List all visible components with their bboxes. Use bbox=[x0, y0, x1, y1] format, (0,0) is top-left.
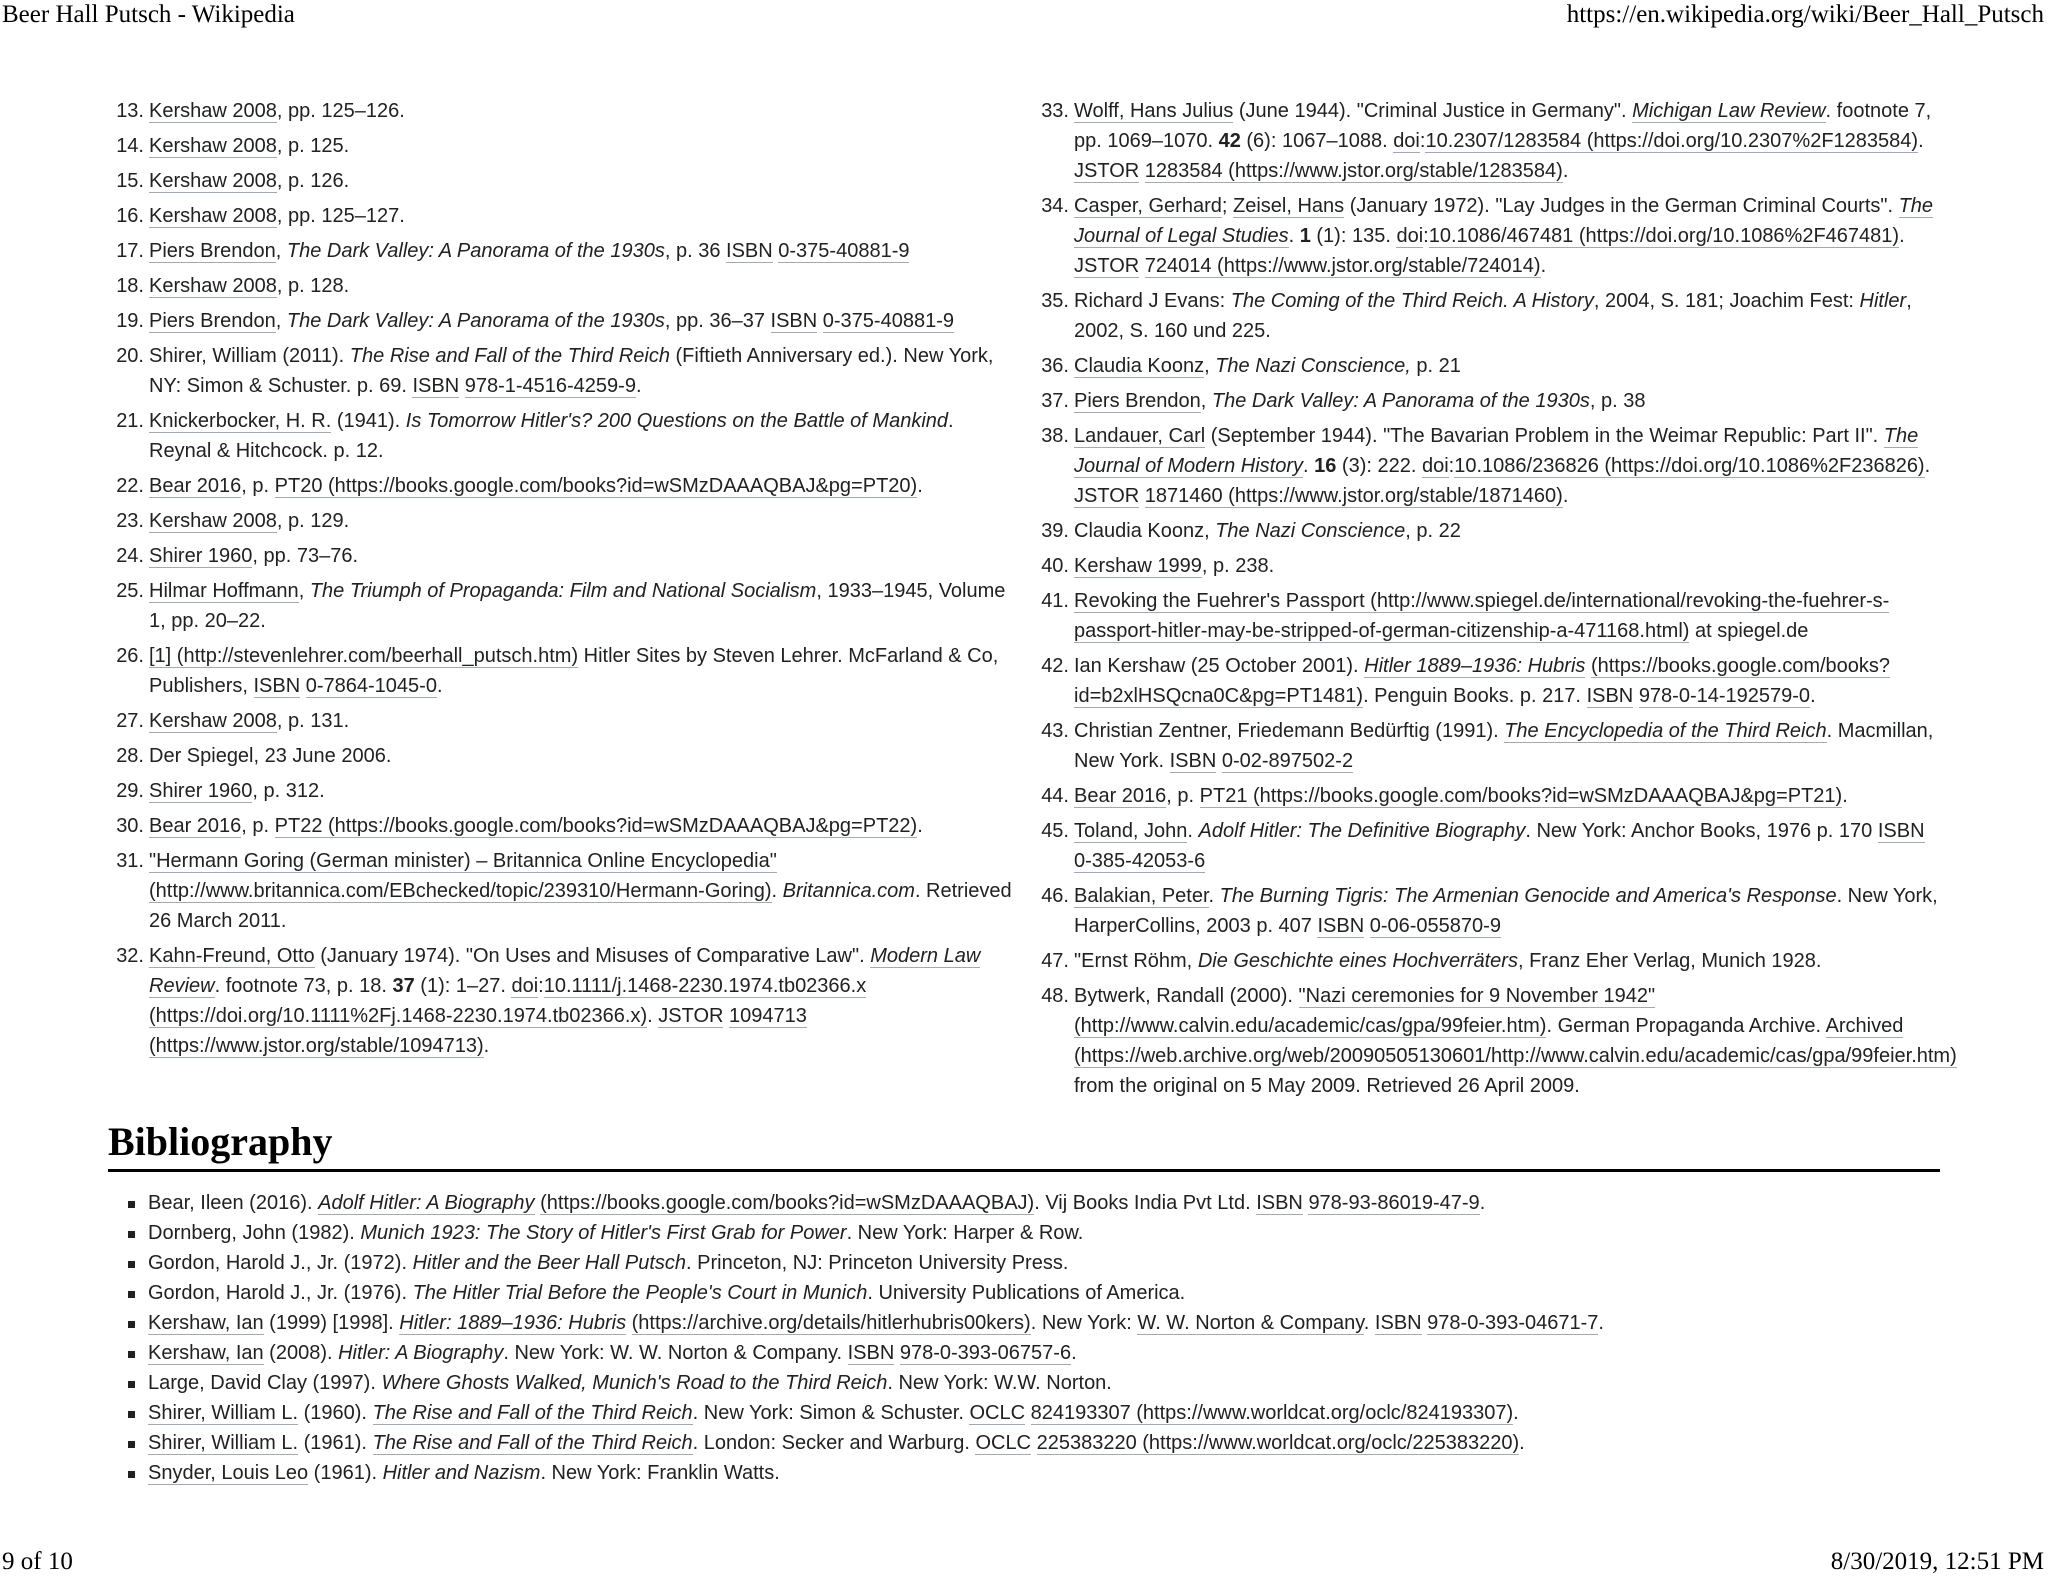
reference-text: [1] (http://stevenlehrer.com/beerhall_putsch.htm) Hitler Sites by Steven Lehrer. McFarland & Co, Publishers, ISBN 0-7864-1045-0. bbox=[149, 645, 999, 697]
reference-link[interactable]: PT21 (https://books.google.com/books?id=wSMzDAAAQBAJ&pg=PT21) bbox=[1199, 785, 1843, 807]
bibliography-item bbox=[128, 1458, 1604, 1488]
reference-link[interactable]: JSTOR bbox=[1074, 255, 1140, 277]
reference-item bbox=[1038, 551, 1938, 581]
reference-text: Der Spiegel, 23 June 2006. bbox=[149, 745, 392, 767]
reference-number: 18. bbox=[116, 275, 144, 297]
reference-text: Kershaw 2008, p. 126. bbox=[149, 170, 350, 192]
reference-link[interactable]: OCLC bbox=[975, 1432, 1032, 1454]
reference-link[interactable]: 10.1111/j.1468-2230.1974.tb02366.x (https://doi.org/10.1111%2Fj.1468-2230.1974.tb02366.x) bbox=[149, 975, 867, 1027]
bibliography-text: Dornberg, John (1982). Munich 1923: The Story of Hitler's First Grab for Power. New York: Harper & Row. bbox=[148, 1222, 1084, 1244]
reference-link[interactable]: ISBN bbox=[253, 675, 301, 697]
reference-number: 27. bbox=[116, 710, 144, 732]
reference-number: 20. bbox=[116, 345, 144, 367]
references-list-left bbox=[113, 96, 1013, 1066]
reference-link[interactable]: 824193307 (https://www.worldcat.org/oclc/824193307) bbox=[1030, 1402, 1514, 1424]
reference-item bbox=[1038, 586, 1938, 646]
reference-link[interactable]: 0-375-40881-9 bbox=[778, 240, 910, 262]
bullet-icon bbox=[128, 1441, 135, 1448]
reference-item bbox=[1038, 881, 1938, 941]
bibliography-text: Gordon, Harold J., Jr. (1972). Hitler and the Beer Hall Putsch. Princeton, NJ: Princeton University Press. bbox=[148, 1252, 1069, 1274]
reference-item bbox=[1038, 716, 1938, 776]
reference-number: 47. bbox=[1041, 950, 1069, 972]
reference-link[interactable]: doi bbox=[1421, 455, 1449, 477]
reference-link[interactable]: Kershaw 1999 bbox=[1074, 555, 1202, 577]
reference-number: 14. bbox=[116, 135, 144, 157]
reference-link[interactable]: 978-0-393-06757-6 bbox=[899, 1342, 1072, 1364]
reference-link[interactable]: Michigan Law Review bbox=[1632, 100, 1826, 122]
reference-link[interactable]: (https://books.google.com/books?id=b2xlHSQcna0C&pg=PT1481) bbox=[1074, 655, 1891, 707]
reference-link[interactable]: 0-385-42053-6 bbox=[1074, 850, 1206, 872]
reference-link[interactable]: 0-02-897502-2 bbox=[1221, 750, 1354, 772]
bibliography-item bbox=[128, 1338, 1604, 1368]
page-title: Beer Hall Putsch - Wikipedia bbox=[2, 1, 295, 28]
reference-link[interactable]: Shirer, William L. bbox=[148, 1402, 299, 1424]
reference-text: "Ernst Röhm, Die Geschichte eines Hochverräters, Franz Eher Verlag, Munich 1928. bbox=[1074, 950, 1822, 972]
bibliography-item bbox=[128, 1308, 1604, 1338]
reference-text: Kahn-Freund, Otto (January 1974). "On Uses and Misuses of Comparative Law". Modern Law Review. footnote 73, p. 18. 37 (1): 1–27. doi:10.1111/j.1468-2230.1974.tb02366.x (https://doi.org/10.1111%2Fj.1468-2230.1974.tb02366.x). JSTOR 1094713 (https://www.jstor.org/stable/1094713). bbox=[149, 945, 981, 1057]
bullet-icon bbox=[128, 1471, 135, 1478]
reference-item bbox=[113, 306, 1013, 336]
reference-link[interactable]: ISBN bbox=[1877, 820, 1925, 842]
reference-number: 28. bbox=[116, 745, 144, 767]
reference-item bbox=[113, 96, 1013, 126]
reference-item bbox=[113, 406, 1013, 466]
reference-number: 42. bbox=[1041, 655, 1069, 677]
bibliography-text: Shirer, William L. (1961). The Rise and Fall of the Third Reich. London: Secker and Warburg. OCLC 225383220 (https://www.worldcat.org/oclc/225383220). bbox=[148, 1432, 1525, 1454]
reference-link[interactable]: doi bbox=[1393, 130, 1420, 152]
reference-item bbox=[1038, 421, 1938, 511]
reference-item bbox=[1038, 781, 1938, 811]
reference-link[interactable]: ISBN bbox=[770, 310, 818, 332]
reference-link[interactable]: Kahn-Freund, Otto bbox=[149, 945, 315, 967]
reference-link[interactable]: Archived (https://web.archive.org/web/20090505130601/http://www.calvin.edu/academic/cas/gpa/99feier.htm) bbox=[1074, 1015, 1957, 1067]
reference-link[interactable]: Snyder, Louis Leo bbox=[148, 1462, 309, 1484]
reference-item bbox=[113, 201, 1013, 231]
reference-text: Claudia Koonz, The Nazi Conscience, p. 22 bbox=[1074, 520, 1461, 542]
reference-text: Bear 2016, p. PT22 (https://books.google.com/books?id=wSMzDAAAQBAJ&pg=PT22). bbox=[149, 815, 923, 837]
reference-item bbox=[113, 576, 1013, 636]
bullet-icon bbox=[128, 1351, 135, 1358]
reference-link[interactable]: Hilmar Hoffmann bbox=[149, 580, 299, 602]
reference-text: Casper, Gerhard; Zeisel, Hans (January 1972). "Lay Judges in the German Criminal Courts". The Journal of Legal Studies. 1 (1): 135. doi:10.1086/467481 (https://doi.org/10.1086%2F467481). JSTOR 724014 (https://www.jstor.org/stable/724014). bbox=[1074, 195, 1934, 277]
reference-text: Wolff, Hans Julius (June 1944). "Criminal Justice in Germany". Michigan Law Review. footnote 7, pp. 1069–1070. 42 (6): 1067–1088. doi:10.2307/1283584 (https://doi.org/10.2307%2F1283584). JSTOR 1283584 (https://www.jstor.org/stable/1283584). bbox=[1074, 100, 1932, 182]
reference-link[interactable]: The Encyclopedia of the Third Reich bbox=[1504, 720, 1827, 742]
reference-text: Kershaw 2008, p. 125. bbox=[149, 135, 350, 157]
reference-link[interactable]: Shirer 1960 bbox=[149, 545, 253, 567]
page-url: https://en.wikipedia.org/wiki/Beer_Hall_Putsch bbox=[1566, 1, 2044, 28]
reference-link[interactable]: [1] (http://stevenlehrer.com/beerhall_putsch.htm) bbox=[149, 645, 579, 667]
reference-item bbox=[113, 741, 1013, 771]
reference-number: 48. bbox=[1041, 985, 1069, 1007]
reference-link[interactable]: Hitler 1889–1936: Hubris bbox=[1364, 655, 1586, 677]
bibliography-heading: Bibliography bbox=[108, 1118, 1940, 1172]
reference-text: Hilmar Hoffmann, The Triumph of Propaganda: Film and National Socialism, 1933–1945, Volume 1, pp. 20–22. bbox=[149, 580, 1006, 632]
reference-text: Richard J Evans: The Coming of the Third Reich. A History, 2004, S. 181; Joachim Fest: Hitler, 2002, S. 160 und 225. bbox=[1074, 290, 1912, 342]
reference-item bbox=[113, 341, 1013, 401]
reference-number: 31. bbox=[116, 850, 144, 872]
reference-number: 21. bbox=[116, 410, 144, 432]
bullet-icon bbox=[128, 1231, 135, 1238]
bullet-icon bbox=[128, 1411, 135, 1418]
reference-link[interactable]: Kershaw, Ian bbox=[148, 1342, 264, 1364]
reference-number: 37. bbox=[1041, 390, 1069, 412]
reference-link[interactable]: (https://archive.org/details/hitlerhubris00kers) bbox=[631, 1312, 1031, 1334]
reference-link[interactable]: ISBN bbox=[1374, 1312, 1422, 1334]
reference-link[interactable]: 10.1086/467481 (https://doi.org/10.1086%2F467481) bbox=[1428, 225, 1900, 247]
reference-link[interactable]: JSTOR bbox=[1074, 485, 1140, 507]
print-datetime: 8/30/2019, 12:51 PM bbox=[1830, 1548, 2044, 1575]
reference-link[interactable]: Kershaw 2008 bbox=[149, 710, 277, 732]
reference-link[interactable]: Bear 2016 bbox=[1074, 785, 1167, 807]
reference-text: Toland, John. Adolf Hitler: The Definitive Biography. New York: Anchor Books, 1976 p. 170 ISBN 0-385-42053-6 bbox=[1074, 820, 1925, 872]
bibliography-item bbox=[128, 1248, 1604, 1278]
reference-link[interactable]: 0-7864-1045-0 bbox=[305, 675, 437, 697]
reference-text: Bytwerk, Randall (2000). "Nazi ceremonies for 9 November 1942" (http://www.calvin.edu/academic/cas/gpa/99feier.htm). German Propaganda Archive. Archived (https://web.archive.org/web/20090505130601/http://www.calvin.edu/academic/cas/gpa/99feier.htm) from the original on 5 May 2009. Retrieved 26 April 2009. bbox=[1074, 985, 1957, 1097]
reference-link[interactable]: Kershaw 2008 bbox=[149, 205, 277, 227]
reference-item bbox=[113, 941, 1013, 1061]
reference-link[interactable]: JSTOR bbox=[1074, 160, 1140, 182]
reference-link[interactable]: Kershaw, Ian bbox=[148, 1312, 264, 1334]
reference-number: 19. bbox=[116, 310, 144, 332]
reference-link[interactable]: "Nazi ceremonies for 9 November 1942" (http://www.calvin.edu/academic/cas/gpa/99feier.htm) bbox=[1074, 985, 1656, 1037]
reference-number: 38. bbox=[1041, 425, 1069, 447]
reference-link[interactable]: Piers Brendon bbox=[1074, 390, 1201, 412]
reference-item bbox=[1038, 286, 1938, 346]
reference-link[interactable]: 225383220 (https://www.worldcat.org/oclc/225383220) bbox=[1036, 1432, 1520, 1454]
reference-link[interactable]: 1283584 (https://www.jstor.org/stable/1283584) bbox=[1144, 160, 1563, 182]
page-number: 9 of 10 bbox=[2, 1548, 73, 1575]
reference-number: 26. bbox=[116, 645, 144, 667]
bibliography-text: Bear, Ileen (2016). Adolf Hitler: A Biography (https://books.google.com/books?id=wSMzDAAAQBAJ). Vij Books India Pvt Ltd. ISBN 978-93-86019-47-9. bbox=[148, 1192, 1486, 1214]
reference-number: 22. bbox=[116, 475, 144, 497]
reference-number: 34. bbox=[1041, 195, 1069, 217]
reference-item bbox=[1038, 946, 1938, 976]
reference-link[interactable]: PT20 (https://books.google.com/books?id=wSMzDAAAQBAJ&pg=PT20) bbox=[274, 475, 918, 497]
reference-link[interactable]: 10.1086/236826 (https://doi.org/10.1086%2F236826) bbox=[1454, 455, 1925, 477]
reference-text: Kershaw 2008, p. 128. bbox=[149, 275, 350, 297]
reference-number: 43. bbox=[1041, 720, 1069, 742]
reference-link[interactable]: 978-1-4516-4259-9 bbox=[464, 375, 636, 397]
reference-item bbox=[113, 271, 1013, 301]
reference-item bbox=[113, 641, 1013, 701]
reference-number: 17. bbox=[116, 240, 144, 262]
reference-link[interactable]: doi bbox=[511, 975, 539, 997]
bibliography-list bbox=[128, 1188, 1604, 1488]
reference-link[interactable]: ISBN bbox=[1256, 1192, 1303, 1214]
reference-text: Kershaw 2008, pp. 125–126. bbox=[149, 100, 405, 122]
bibliography-item bbox=[128, 1188, 1604, 1218]
reference-link[interactable]: 1094713 (https://www.jstor.org/stable/1094713) bbox=[149, 1005, 807, 1057]
reference-text: Kershaw 2008, p. 129. bbox=[149, 510, 350, 532]
reference-number: 39. bbox=[1041, 520, 1069, 542]
bibliography-item bbox=[128, 1278, 1604, 1308]
reference-text: Kershaw 1999, p. 238. bbox=[1074, 555, 1275, 577]
reference-text: Balakian, Peter. The Burning Tigris: The Armenian Genocide and America's Response. New York, HarperCollins, 2003 p. 407 ISBN 0-06-055870-9 bbox=[1074, 885, 1938, 937]
reference-link[interactable]: W. W. Norton & Company bbox=[1137, 1312, 1364, 1334]
reference-item bbox=[113, 506, 1013, 536]
bullet-icon bbox=[128, 1291, 135, 1298]
reference-text: "Hermann Goring (German minister) – Britannica Online Encyclopedia" (http://www.britannica.com/EBchecked/topic/239310/Hermann-Goring). Britannica.com. Retrieved 26 March 2011. bbox=[149, 850, 1012, 932]
reference-text: Landauer, Carl (September 1944). "The Bavarian Problem in the Weimar Republic: Part II". The Journal of Modern History. 16 (3): 222. doi:10.1086/236826 (https://doi.org/10.1086%2F236826). JSTOR 1871460 (https://www.jstor.org/stable/1871460). bbox=[1074, 425, 1931, 507]
reference-link[interactable]: The Rise and Fall of the Third Reich bbox=[372, 1402, 693, 1424]
bullet-icon bbox=[128, 1381, 135, 1388]
reference-link[interactable]: Modern Law Review bbox=[149, 945, 981, 997]
bibliography-item bbox=[128, 1428, 1604, 1458]
reference-text: Claudia Koonz, The Nazi Conscience, p. 21 bbox=[1074, 355, 1461, 377]
reference-item bbox=[1038, 516, 1938, 546]
bullet-icon bbox=[128, 1321, 135, 1328]
reference-link[interactable]: Balakian, Peter bbox=[1074, 885, 1209, 907]
reference-link[interactable]: ISBN bbox=[1317, 915, 1365, 937]
reference-item bbox=[1038, 351, 1938, 381]
reference-link[interactable]: The Journal of Modern History bbox=[1074, 425, 1919, 477]
reference-link[interactable]: OCLC bbox=[969, 1402, 1026, 1424]
reference-number: 35. bbox=[1041, 290, 1069, 312]
reference-number: 16. bbox=[116, 205, 144, 227]
reference-item bbox=[113, 811, 1013, 841]
reference-item bbox=[113, 846, 1013, 936]
reference-text: Knickerbocker, H. R. (1941). Is Tomorrow Hitler's? 200 Questions on the Battle of Mankind. Reynal & Hitchcock. p. 12. bbox=[149, 410, 954, 462]
reference-number: 46. bbox=[1041, 885, 1069, 907]
reference-link[interactable]: Revoking the Fuehrer's Passport (http://www.spiegel.de/international/revoking-the-fuehrer-s-passport-hitler-may-be-stripped-of-german-citizenship-a-471168.html) bbox=[1074, 590, 1890, 642]
reference-link[interactable]: Shirer 1960 bbox=[149, 780, 253, 802]
bibliography-text: Snyder, Louis Leo (1961). Hitler and Nazism. New York: Franklin Watts. bbox=[148, 1462, 780, 1484]
reference-number: 32. bbox=[116, 945, 144, 967]
reference-item bbox=[113, 776, 1013, 806]
reference-link[interactable]: 978-0-14-192579-0 bbox=[1638, 685, 1811, 707]
reference-link[interactable]: 1871460 (https://www.jstor.org/stable/1871460) bbox=[1144, 485, 1563, 507]
bibliography-item bbox=[128, 1398, 1604, 1428]
bibliography-text: Shirer, William L. (1960). The Rise and Fall of the Third Reich. New York: Simon & Schuster. OCLC 824193307 (https://www.worldcat.org/oclc/824193307). bbox=[148, 1402, 1519, 1424]
reference-item bbox=[1038, 386, 1938, 416]
bullet-icon bbox=[128, 1201, 135, 1208]
reference-link[interactable]: "Hermann Goring (German minister) – Britannica Online Encyclopedia" (http://www.britannica.com/EBchecked/topic/239310/Hermann-Goring) bbox=[149, 850, 777, 902]
reference-link[interactable]: Kershaw 2008 bbox=[149, 170, 277, 192]
references-list-right bbox=[1038, 96, 1957, 1106]
reference-link[interactable]: Shirer, William L. bbox=[148, 1432, 299, 1454]
reference-text: Kershaw 2008, pp. 125–127. bbox=[149, 205, 405, 227]
reference-number: 25. bbox=[116, 580, 144, 602]
reference-link[interactable]: ISBN bbox=[847, 1342, 895, 1364]
reference-text: Ian Kershaw (25 October 2001). Hitler 1889–1936: Hubris (https://books.google.com/books?id=b2xlHSQcna0C&pg=PT1481). Penguin Books. p. 217. ISBN 978-0-14-192579-0. bbox=[1074, 655, 1891, 707]
reference-link[interactable]: Piers Brendon bbox=[149, 240, 276, 262]
reference-link[interactable]: Toland, John bbox=[1074, 820, 1188, 842]
bibliography-text: Gordon, Harold J., Jr. (1976). The Hitler Trial Before the People's Court in Munich. University Publications of America. bbox=[148, 1282, 1186, 1304]
reference-item bbox=[113, 131, 1013, 161]
reference-link[interactable]: ISBN bbox=[412, 375, 460, 397]
reference-item bbox=[113, 706, 1013, 736]
reference-link[interactable]: Knickerbocker, H. R. bbox=[149, 410, 332, 432]
reference-number: 45. bbox=[1041, 820, 1069, 842]
reference-link[interactable]: Zeisel, Hans bbox=[1232, 195, 1345, 217]
reference-link[interactable]: 0-375-40881-9 bbox=[822, 310, 954, 332]
reference-link[interactable]: ISBN bbox=[1586, 685, 1634, 707]
reference-link[interactable]: Claudia Koonz bbox=[1074, 355, 1205, 377]
reference-text: Piers Brendon, The Dark Valley: A Panorama of the 1930s, p. 36 ISBN 0-375-40881-9 bbox=[149, 240, 910, 262]
reference-link[interactable]: Landauer, Carl bbox=[1074, 425, 1206, 447]
reference-text: Christian Zentner, Friedemann Bedürftig (1991). The Encyclopedia of the Third Reich. Macmillan, New York. ISBN 0-02-897502-2 bbox=[1074, 720, 1934, 772]
reference-text: Piers Brendon, The Dark Valley: A Panorama of the 1930s, p. 38 bbox=[1074, 390, 1646, 412]
reference-link[interactable]: 978-93-86019-47-9 bbox=[1308, 1192, 1480, 1214]
reference-number: 30. bbox=[116, 815, 144, 837]
reference-item bbox=[113, 166, 1013, 196]
reference-number: 24. bbox=[116, 545, 144, 567]
reference-text: Revoking the Fuehrer's Passport (http://www.spiegel.de/international/revoking-the-fuehrer-s-passport-hitler-may-be-stripped-of-german-citizenship-a-471168.html) at spiegel.de bbox=[1074, 590, 1890, 642]
reference-number: 40. bbox=[1041, 555, 1069, 577]
reference-text: Shirer 1960, p. 312. bbox=[149, 780, 325, 802]
reference-link[interactable]: 10.2307/1283584 (https://doi.org/10.2307%2F1283584) bbox=[1425, 130, 1919, 152]
reference-link[interactable]: Adolf Hitler: A Biography bbox=[318, 1192, 535, 1214]
reference-text: Piers Brendon, The Dark Valley: A Panorama of the 1930s, pp. 36–37 ISBN 0-375-40881-9 bbox=[149, 310, 954, 332]
reference-link[interactable]: Bear 2016 bbox=[149, 815, 242, 837]
reference-number: 15. bbox=[116, 170, 144, 192]
reference-link[interactable]: Piers Brendon bbox=[149, 310, 276, 332]
reference-link[interactable]: Kershaw 2008 bbox=[149, 510, 277, 532]
reference-item bbox=[113, 541, 1013, 571]
reference-text: Shirer 1960, pp. 73–76. bbox=[149, 545, 359, 567]
reference-item bbox=[113, 471, 1013, 501]
reference-link[interactable]: The Journal of Legal Studies bbox=[1074, 195, 1934, 247]
reference-link[interactable]: Casper, Gerhard bbox=[1074, 195, 1222, 217]
reference-number: 29. bbox=[116, 780, 144, 802]
reference-text: Shirer, William (2011). The Rise and Fall of the Third Reich (Fiftieth Anniversary ed.). New York, NY: Simon & Schuster. p. 69. ISBN 978-1-4516-4259-9. bbox=[149, 345, 994, 397]
reference-link[interactable]: 978-0-393-04671-7 bbox=[1427, 1312, 1599, 1334]
reference-link[interactable]: doi bbox=[1396, 225, 1424, 247]
bibliography-item bbox=[128, 1368, 1604, 1398]
reference-text: Kershaw 2008, p. 131. bbox=[149, 710, 350, 732]
reference-item bbox=[1038, 96, 1938, 186]
reference-item bbox=[1038, 651, 1938, 711]
reference-link[interactable]: JSTOR bbox=[658, 1005, 724, 1027]
reference-item bbox=[1038, 816, 1938, 876]
reference-text: Bear 2016, p. PT20 (https://books.google.com/books?id=wSMzDAAAQBAJ&pg=PT20). bbox=[149, 475, 923, 497]
reference-link[interactable]: ISBN bbox=[726, 240, 773, 262]
reference-link[interactable]: Kershaw 2008 bbox=[149, 275, 277, 297]
reference-link[interactable]: ISBN bbox=[1169, 750, 1217, 772]
reference-link[interactable]: Bear 2016 bbox=[149, 475, 242, 497]
bibliography-item bbox=[128, 1218, 1604, 1248]
reference-number: 44. bbox=[1041, 785, 1069, 807]
reference-item bbox=[113, 236, 1013, 266]
reference-link[interactable]: (https://books.google.com/books?id=wSMzDAAAQBAJ) bbox=[540, 1192, 1035, 1214]
reference-item bbox=[1038, 191, 1938, 281]
reference-number: 36. bbox=[1041, 355, 1069, 377]
reference-number: 41. bbox=[1041, 590, 1069, 612]
reference-link[interactable]: Kershaw 2008 bbox=[149, 135, 277, 157]
bullet-icon bbox=[128, 1261, 135, 1268]
reference-number: 13. bbox=[116, 100, 144, 122]
reference-link[interactable]: 0-06-055870-9 bbox=[1369, 915, 1501, 937]
bibliography-text: Large, David Clay (1997). Where Ghosts Walked, Munich's Road to the Third Reich. New York: W.W. Norton. bbox=[148, 1372, 1112, 1394]
reference-link[interactable]: 724014 (https://www.jstor.org/stable/724014) bbox=[1144, 255, 1541, 277]
reference-link[interactable]: PT22 (https://books.google.com/books?id=wSMzDAAAQBAJ&pg=PT22) bbox=[274, 815, 918, 837]
reference-item bbox=[1038, 981, 1957, 1101]
reference-link[interactable]: Wolff, Hans Julius bbox=[1074, 100, 1234, 122]
bibliography-text: Kershaw, Ian (2008). Hitler: A Biography. New York: W. W. Norton & Company. ISBN 978-0-393-06757-6. bbox=[148, 1342, 1077, 1364]
bibliography-text: Kershaw, Ian (1999) [1998]. Hitler: 1889–1936: Hubris (https://archive.org/details/hitlerhubris00kers). New York: W. W. Norton & Company. ISBN 978-0-393-04671-7. bbox=[148, 1312, 1604, 1334]
reference-link[interactable]: The Rise and Fall of the Third Reich bbox=[372, 1432, 693, 1454]
reference-text: Bear 2016, p. PT21 (https://books.google.com/books?id=wSMzDAAAQBAJ&pg=PT21). bbox=[1074, 785, 1848, 807]
reference-link[interactable]: Kershaw 2008 bbox=[149, 100, 277, 122]
reference-number: 33. bbox=[1041, 100, 1069, 122]
reference-number: 23. bbox=[116, 510, 144, 532]
reference-link[interactable]: Hitler: 1889–1936: Hubris bbox=[399, 1312, 627, 1334]
